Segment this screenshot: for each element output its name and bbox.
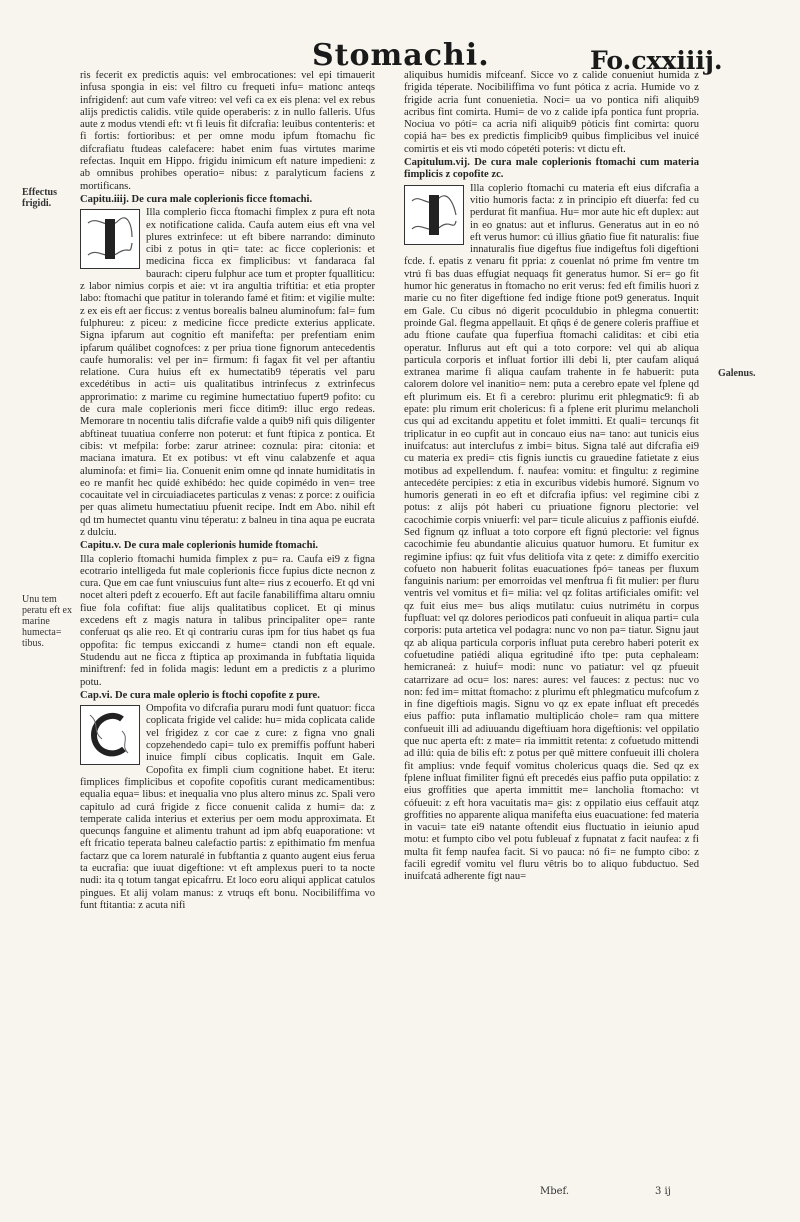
margin-note-effectus: Effectus frigidi. bbox=[22, 187, 57, 209]
decorated-initial-i bbox=[404, 185, 464, 245]
folio-number: Fo.cxxiiij. bbox=[590, 46, 723, 75]
paragraph: ris fecerit ex predictis aquis: vel embrocationes: vel epi timauerit infusa spongia in eis: vel filtro cu frequeti infu= mationc anteqs infrigidenf: aut cum vafe vitreo: vel vefi ca ex eis plena: vel ex rebus alijs predictis calidis. vtile quide operaberis: z in nullo falleris. Ufus aute z modus vtendi eft: vt fi leuis fit difcrafia: leuibus contenteris: et fi fortis: fortioribus: et per omne modu ipfum ftomachu fic difcrafiatu ftudeas calefacere: habet enim fuas virtutes marime refectas. Inquit em Hippo. frigidu inimicum eft nature impedieni: z ab omnibus prohibes operatio= nibus: z paralyticum faciens z mortificans. bbox=[80, 70, 375, 192]
initial-ornament bbox=[408, 189, 460, 241]
initial-ornament bbox=[84, 709, 136, 761]
signature-mark: Mbef. bbox=[540, 1186, 570, 1197]
decorated-initial-i bbox=[80, 209, 140, 269]
paragraph: Ompofita vo difcrafia puraru modi funt quatuor: ficca coplicata frigide vel calide: hu= mida coplicata calide vel frigidez z cor cae z cure: z figna vno gnali copzehendedo capi= tulo ex premiffis poffunt haberi inuice fimplí cibus coplicatis. Inquit em Gale. Copofita ex fimpli cium cognitione habet. Et iteru: fimplices fimplicibus et copofite copofitis curant medicamentibus: equalia equa= libus: et inequalia vno plus altero minus zc. Spali vero capitulo ad curá frigide z ficce conuenit calida z humi= da: z temperate calida interius et exterius per oem modu approximata. Et quecunqs fanguine et alimentu trahunt ad ipm abfq euaporatione: vt eft fricatio teperata balneu calefactio partis: z epithimatio fm menfua factarz que ca lorem naturalé in fubftantia z quanto augent eius ferua ta eucrafia: que iuuat digeftione: vt eft amplexus pueri to ta nocte nudi: ita q totum tangat epicafrru. Et loco eoru aliqui applicat catulos pingues. Et alij volam manus: z vtruqs eft bonu. Nocibiliffima vo funt ftitantia: z acuta nifi bbox=[80, 703, 375, 911]
paragraph: Illa complerio ficca ftomachi fimplex z pura eft nota ex notificatione calida. Caufa autem eius eft vna vel plures extrinfece: ut eft bibere narrando: diminuto cibi z potus in qti= tate: ac ficce coplerionis: et medicina ficca ex fimplicibus: vt fandaraca fal baurach: ciperu fulphur ace tum et propter fqualliticu: z labor nimius corpis et aie: vt ira angultia triftitia: et etia propter labo: ftomachi que patitur in tolerando famé et fitim: et vigilie multe: z ex eis eft aer ficcus: z ventus borealis balneu aluminofum: fal= fum fulphureu: z piceu: z medicine ficce predicte exterius applicate. Signa ipfarum aut cognitio eft manifefta: per prefentiam enim ipfarum quálibet cognofces: z per priua tione fignorum antecedentis caufe humoralis: vel per in= firmum: fi fagax fit vel per aftantiu relatione. Cura huius eft ex humectatib9 téperatis vel paru excedétibus in acti= uis qualitatibus intrinfecus z extrinfecus approrimatio: z marime cu regimine humectatiuo fupert9 pofito: cu de cura male coplerionis meri ficce ditim9: illuc ergo redeas. Memorare tn nocentiu talis difcrafie valde a quib9 nifi quis diligenter abftineat tuuatiua conferre non poterut: et funt ftipica z pontica. Et cibis: vt mefpila: forbe: zarur atrinee: coznula: pira: citonia: et maciana imatura. Et ex potibus: vt eft vinu calabzenfe et aqua aluminofa: et fimi= lia. Conuenit enim omne qd innate humiditatis in eo re manfit hec quidé exhibédo: hec quide copimédo in ven= tree cocauitate vel in circuiadiacetes particulas z venas: z porce: z ouificia per quas alimetu humectatiuu pfuenit recipe. Indt em Abo. nihil eft qd tm humectet quantu vinu téperatu: z balneu in tina aqua pe eucrata z dulciu. bbox=[80, 207, 375, 538]
left-column bbox=[80, 70, 375, 913]
paragraph: Illa coplerio ftomachi humida fimplex z pu= ra. Caufa ei9 z figna ecotrario intelligeda fut male coplerionis ficce fupius dicte necnon z cura. Que em cae funt vniuscuius funt alte= rius z ecouerfo. Et qd vni nocet alteri pdeft z ecouerfo. Eft aut facile fanabiliffima altaru omniu fiue fola cofiftat: fiue alijs qualitatibus coplicet. Et qi minus excedens eft z magis natura in talibus principaliter ope= rante conferuat qs alie reo. Et qi contrariu curas ipm for tius habet qs fua oppofita: fic tempus exiccandi z hume= ctandi non eft equale. Studendu aut ne ficca z ftiptica ap proximanda in fubftatia liquida miniftrenf: fed in folida magis: ledunt em a predictis z a plurimo potu. bbox=[80, 553, 375, 688]
chapter-heading: Capitulum.vij. De cura male coplerionis ftomachi cum materia fimplicis z copofite zc. bbox=[404, 157, 699, 181]
chapter-heading: Capitu.v. De cura male coplerionis humide ftomachi. bbox=[80, 540, 319, 552]
paragraph: Illa coplerio ftomachi cu materia eft eius difcrafia a vitio humoris facta: z in principio eft diuerfa: fed cu perdurat fit manfiua. Hu= mor aute hic eft duplex: aut in eo gnatus: aut et influrus. Generatus aut in eo nó eft verus humor: cú illius gñatio fiue fit naturalis: fiue innaturalis fiue digeftus fiue indigeftus foli digeftioni fcde. f. epatis z venaru fit ppria: z couenlat nó prime fm ventre tm vtrú fi bas duas effugiat nequaqs fit generatus humor. Sí er= go fit humor hic generatus in ftomacho no erit verus: fed eft fimilis huori z marie cu no fiter digeftione fed indige ftione pot9 generatus. Inquit em Gale. Cu cibus nó digerit pcoculdubio in phlegma conuertit: proinde Gal. flegma appellauit. Et qñqs é de genere coleris praffiue et adu ftione caufate qua fuperfiua ftomachi caliditas: et cibi etia operatur. Influrus aut eft qui a toto corpore: vel qui ab aliqua particula corporis et influat fortior illi debi li, pter caufam aliquá extranea marime fi aliqua caufam trahente in fe habuerit: puta calorem dolore vel inanitio= nem: puta a cerebro epate vel fplene qd eft plurimum eis. Et fi a cerebro: plurimu erit phlegmatic9: fi ab epate: plu rimum erit cholericus: fi a fplene erit plurimu melancholi cus qui ad excitandu appetitu et folet immitti. Et quali= tercunqs fit triplicatur in eo cupfit aut in concauo eius na= tano: aut tunicis eius inuifcatus: aut interclufus z imbi= bitus. Signa talé aut difcrafia ei9 cu materia ex predi= ctis fignis iunctis cu grauedine fatietate z eius motibus ad expellendum. f. naufea: vomitu: et fingultu: z regimine antecedéte percipies: z etia in excuribus videbis humoré. Signum vo humoris generati in eo eft et difcrafia ipfius: vel regimine cibi z potus: z alijs pót haberi cu priuatione fignoru plectorie: vel cacochimie corpis vniuerfi: vel par= ticule alicuius z paffionis eiufdé. Sed fignum qz influat a toto corpore eft fignú plectorie: vel fignus cacochimie feu abundantie alicuius quatuor humoru. Et fumitur ex regimine ipfius: qz fuit vfus delitiofa vita z qete: z dimiffo exercitio cofueto non habuerit folitas euacuationes fpó= taneas per fluxum fanguinis narium: per emorroidas vel menftrua fi fit mulier: per fluru ventris vel vomitus et fi= milia: vel qz folitas artificiales omifit: vel qz fuit eius me= bus aliqs mutilatu: cuius nutrimétu in corpus fupfluat: vel qz dolores periodicos pati confueuit in aliqua parti= cula corporis: puta artetica vel podagra: nunc vo non pa= tiatur. Signu jaut qz ab aliqua particula corporis influat puta cerebro haberi poterit ex cofuetudine patiédi aliqua egritudiné ifto tpe: puta cephaleam: hemicraneá: z huiuf= modi: nunc vo patiatur: vel qz pfueuit catarrizare ad ocu= los: nares: aures: vel fauces: z pectus: nuc vo non: fed im= mittat ftomacho: z plurimu eft phlegmaticu mufcofum z in fine digeftiois magis. Signu vo qz ex epate influat eft precedés eius paffio: puta inflamatio multiplicáo chole= ram qua mittere confueuit illi ad adiuuandu digeftiuam hora digeftionis: vel oppilatio que nuc aperta eft: z mate= ria immittit retenta: z cofuetudo mittendi ad illú: quia de bilis eft: z potus per quê mittere confueuit illi cholera fit amplius: vnde fequif vomitus cholericus quaqs die. Sed qz ex fplene influat fimiliter fignú eft precedés eius paffio puta oppilatio: z eius groffities que aperta immittit me= lancholia ftomacho: vt cófueuit: z eft hora vacuitatis ma= gis: z oppilatio eius ceffauit atqz groffities no apparente aliqua manifefta eius euacuatione: fed materia in vacui= tate ei9 natante oftendit eius fluctuatio in ieiunio apud motu: et fumpto cibo vel potu fubleuaf z fupnatat z facit naufea: z fi multa fit femp naufea facit. Si vo pauca: nó fi= ne fumpto cibo: z facili egredif vomitu vel fluru vêtris bo to aliquo fubductuo. Sed inuifcatá adherente fígt nau= bbox=[404, 182, 699, 883]
page-header bbox=[0, 0, 800, 75]
catchword: 3 ij bbox=[655, 1186, 671, 1197]
chapter-heading: Capitu.iiij. De cura male coplerionis ficce ftomachi. bbox=[80, 193, 313, 205]
decorated-initial-c bbox=[80, 705, 140, 765]
chapter-heading: Cap.vi. De cura male oplerio is ftochi copofite z pure. bbox=[80, 689, 320, 701]
paragraph: aliquibus humidis mifceanf. Sicce vo z calide conueniut humida z frigida téperate. Nocibiliffima vo funt pótica z acria. Humide vo z frigide acria funt conuenietia. Noci= ua vo pontica nifi aliquib9 acribus fint comirta. Humi= de vo z calide ipfa pontica funt propria. Nociua vo pótí= ca acria nifi aliquib9 pòticis fint comirta: quoru copiá ha= bes ex predictis fimplicib9 quibus fimplicibus vel inuicé comirtis et eis vti modo cópetéti poteris: vt dictu eft. bbox=[404, 70, 699, 155]
margin-note-vinum: Unu tem peratu eft ex marine humecta= tibus. bbox=[22, 594, 72, 649]
initial-ornament bbox=[84, 213, 136, 265]
running-head: Stomachi. bbox=[312, 38, 490, 73]
right-column bbox=[404, 70, 699, 885]
margin-note-galenus: Galenus. bbox=[718, 368, 756, 379]
